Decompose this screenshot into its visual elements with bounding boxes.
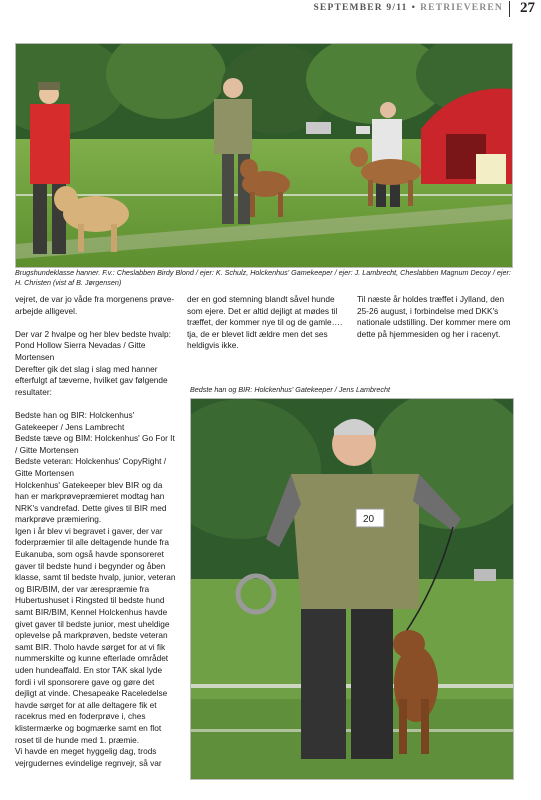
top-photo-caption: Brugshundeklasse hanner. F.v.: Cheslabben Birdy Blond / ejer: K. Schulz, Holckenhus' Gamekeeper / ejer: J. Lambrecht, Cheslabben Magnum Decoy / ejer: H. Christen (vist af B. Jørgensen): [15, 268, 511, 287]
bottom-photo-graphic: [191, 399, 513, 779]
top-photo: [15, 43, 513, 268]
issue-label: SEPTEMBER 9/11: [313, 3, 408, 13]
paragraph: Til næste år holdes træffet i Jylland, den 25-26 august, i forbindelse med DKK's nationale udstilling. Der kommer mere om dette på hjemmesiden og her i racenyt.: [357, 294, 511, 339]
header-text: [313, 3, 503, 13]
bib-number: 20: [363, 514, 375, 525]
paragraph: Derefter gik det slag i slag med hanner efterfulgt af tæverne, hvilket gav følgende resultater:: [15, 363, 168, 397]
header-divider: [509, 1, 510, 17]
paragraph: Holckenhus' Gatekeeper blev BIR og da han er markprøvepræmieret modtag han NRK's vandrefad. Dette gives til BIR med markprøve præmiering.: [15, 479, 167, 525]
paragraph: Der var 2 hvalpe og her blev bedste hvalp: Pond Hollow Sierra Nevadas / Gitte Mortensen: [15, 328, 171, 362]
article-column-1: [15, 294, 178, 769]
result-line: Bedste tæve og BIM: Holckenhus' Go For It / Gitte Mortensen: [15, 433, 175, 455]
paragraph: Vi havde en meget hyggelig dag, trods vejrgudernes evindelige regnvejr, så var: [15, 746, 162, 768]
top-photo-graphic: [16, 44, 512, 267]
article-column-3: [357, 294, 514, 340]
result-line: Bedste han og BIR: Holckenhus' Gatekeeper / Jens Lambrecht: [15, 409, 135, 432]
paragraph: Igen i år blev vi begravet i gaver, der var foderpræmier til alle deltagende hunde fra Eukanuba, som også havde sponsoreret gaver til bedste hund i begynder og åben klasse, samt til bedste hvalp, junior, veteran og BIR/BIM, der var ærespræmie fra Hubertushuset i Ringsted til bedste hund samt BIR/BIM, Kennel Holckenhus havde givet gaver til bedste junior, mest uheldige oplevelse på markprøven, bedste veteran samt BIR. Tholo havde sørget for at vi fik nummerskilte og kunne efterlade området uden hundeaffald. En stor TAK skal lyde fordi i vil sponsorere gave og gøre det dejligt at vinde. Chesapeake Raceledelse havde sørget for at alle deltagere fik et racekrus med en foderprøve i, ches klistermærke og bogmærke samt en flot roset til de hunde med 1. præmie.: [15, 525, 176, 745]
paragraph: vejret, de var jo våde fra morgenens prøve-arbejde alligevel.: [15, 294, 175, 316]
result-line: Bedste veteran: Holckenhus' CopyRight / Gitte Mortensen: [15, 456, 167, 478]
page-number: 27: [520, 0, 535, 16]
article-column-2: [187, 294, 345, 352]
bottom-photo: [190, 398, 514, 780]
bottom-photo-caption: Bedste han og BIR: Holckenhus' Gatekeeper / Jens Lambrecht: [190, 385, 390, 394]
running-header: [0, 0, 541, 20]
magazine-name: RETRIEVEREN: [420, 3, 503, 13]
header-separator: •: [411, 3, 417, 13]
paragraph: der en god stemning blandt såvel hunde som ejere. Det er altid dejligt at mødes til træffet, der kommer nye til og de gamle…. tja, de er blevet lidt ældre men det ses heldigvis ikke.: [187, 294, 343, 351]
